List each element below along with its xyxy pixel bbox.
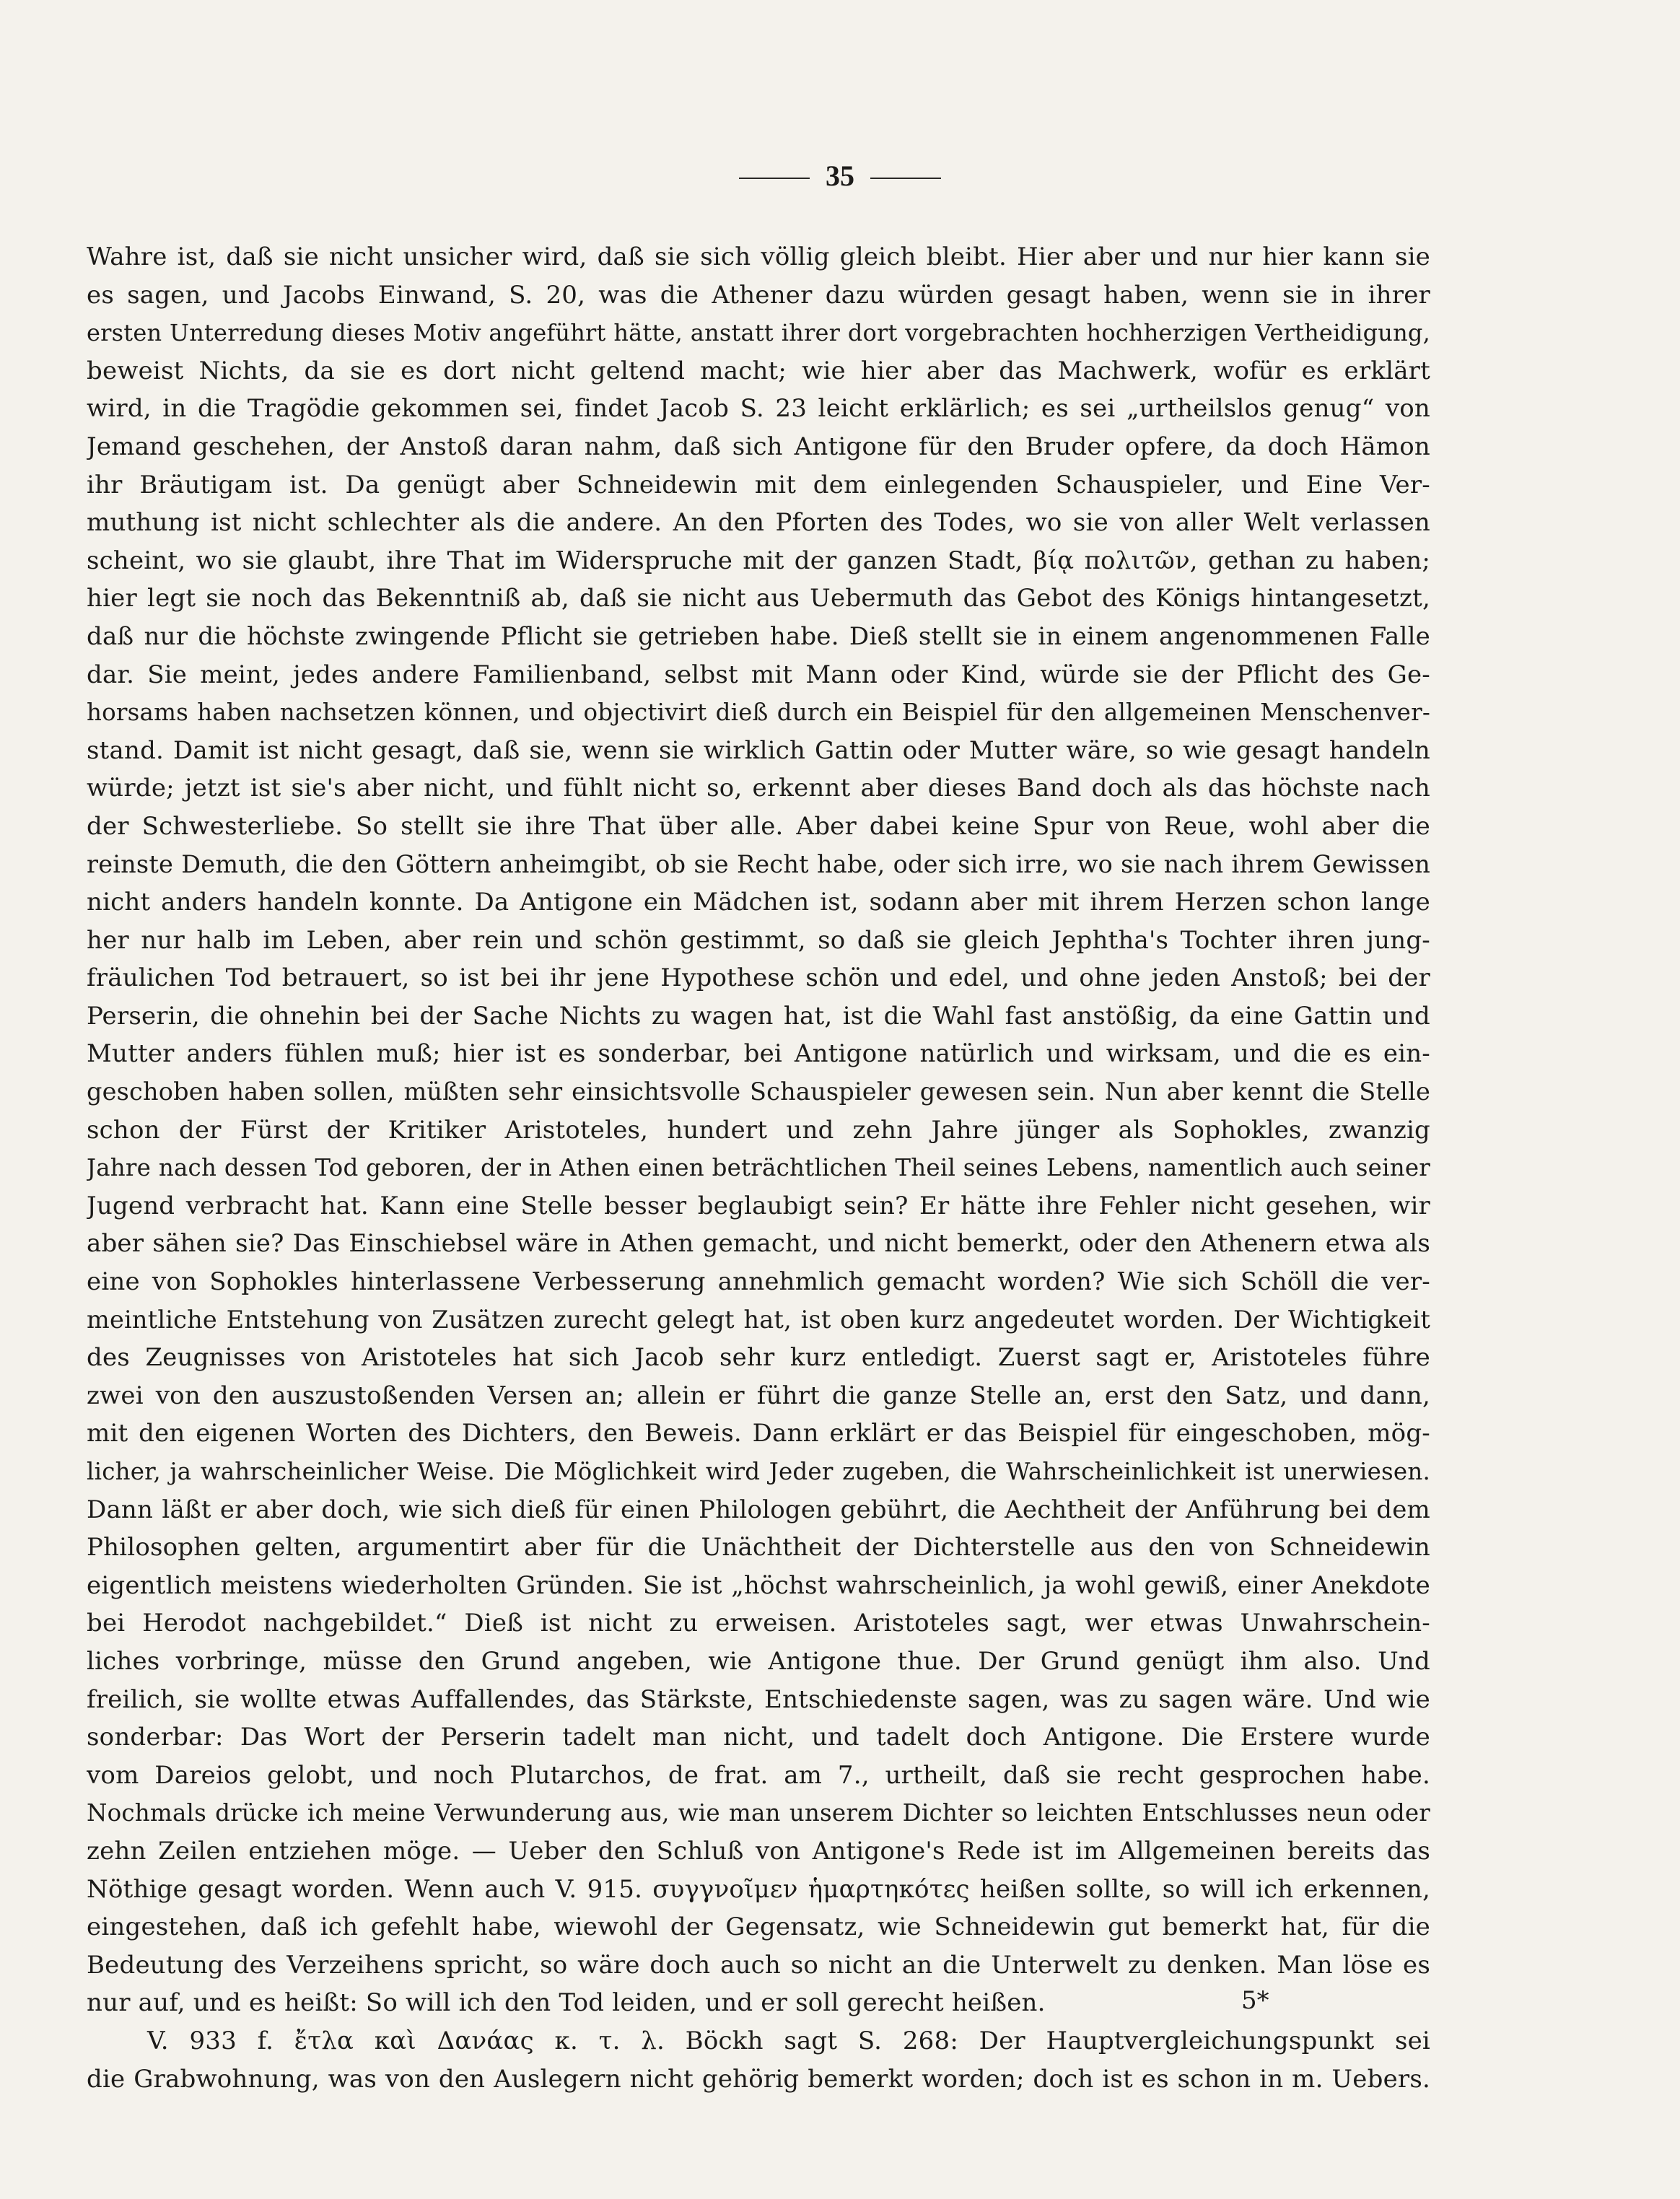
signature-mark: 5*	[1241, 1986, 1269, 2015]
text-line: wird, in die Tragödie gekommen sei, findet Jacob S. 23 leicht erklärlich; es sei „urtheilslos genug“ von	[87, 394, 1430, 424]
text-line: Mutter anders fühlen muß; hier ist es sonderbar, bei Antigone natürlich und wirksam, und die es ein-	[87, 1039, 1430, 1069]
text-line: zwei von den auszustoßenden Versen an; allein er führt die ganze Stelle an, erst den Satz, und dann,	[87, 1381, 1430, 1410]
text-line: mit den eigenen Worten des Dichters, den Beweis. Dann erklärt er das Beispiel für eingeschoben, mög-	[87, 1419, 1430, 1448]
text-line: schon der Fürst der Kritiker Aristoteles, hundert und zehn Jahre jünger als Sophokles, zwanzig	[87, 1115, 1430, 1145]
text-line: reinste Demuth, die den Göttern anheimgibt, ob sie Recht habe, oder sich irre, wo sie nach ihrem Gewissen	[87, 849, 1430, 878]
text-line: des Zeugnisses von Aristoteles hat sich Jacob sehr kurz entledigt. Zuerst sagt er, Aristoteles führe	[87, 1343, 1430, 1373]
text-line: meintliche Entstehung von Zusätzen zurecht gelegt hat, ist oben kurz angedeutet worden. Der Wichtigkeit	[87, 1305, 1430, 1334]
text-line: geschoben haben sollen, müßten sehr einsichtsvolle Schauspieler gewesen sein. Nun aber kennt die Stelle	[87, 1077, 1430, 1106]
text-line: nicht anders handeln konnte. Da Antigone ein Mädchen ist, sodann aber mit ihrem Herzen schon lange	[87, 888, 1430, 917]
text-line: vom Dareios gelobt, und noch Plutarchos, de frat. am 7., urtheilt, daß sie recht gesprochen habe.	[87, 1760, 1430, 1790]
text-line: licher, ja wahrscheinlicher Weise. Die Möglichkeit wird Jeder zugeben, die Wahrscheinlichkeit ist unerwiesen.	[87, 1458, 1430, 1485]
text-line: hier legt sie noch das Bekenntniß ab, daß sie nicht aus Uebermuth das Gebot des Königs hintangesetzt,	[87, 584, 1430, 613]
header-rule-left	[739, 178, 810, 179]
text-line: scheint, wo sie glaubt, ihre That im Widerspruche mit der ganzen Stadt, βίᾳ πολιτῶν, gethan zu haben;	[87, 546, 1430, 575]
header-rule-right	[870, 178, 941, 179]
text-line: Jahre nach dessen Tod geboren, der in Athen einen beträchtlichen Theil seines Lebens, namentlich auch seiner	[87, 1154, 1430, 1182]
text-line: ihr Bräutigam ist. Da genügt aber Schneidewin mit dem einlegenden Schauspieler, und Eine Ver-	[87, 470, 1430, 499]
text-line: eingestehen, daß ich gefehlt habe, wiewohl der Gegensatz, wie Schneidewin gut bemerkt hat, für die	[87, 1912, 1430, 1942]
text-line: her nur halb im Leben, aber rein und schön gestimmt, so daß sie gleich Jephtha's Tochter ihren jung-	[87, 925, 1430, 955]
text-line: horsams haben nachsetzen können, und objectivirt dieß durch ein Beispiel für den allgemeinen Menschenver-	[87, 699, 1430, 727]
text-line: der Schwesterliebe. So stellt sie ihre That über alle. Aber dabei keine Spur von Reue, wohl aber die	[87, 811, 1430, 841]
text-line: Jemand geschehen, der Anstoß daran nahm, daß sich Antigone für den Bruder opfere, da doch Hämon	[87, 432, 1430, 461]
page-header	[0, 156, 1680, 196]
text-line: Wahre ist, daß sie nicht unsicher wird, daß sie sich völlig gleich bleibt. Hier aber und nur hier kann sie	[87, 242, 1430, 271]
text-line: Dann läßt er aber doch, wie sich dieß für einen Philologen gebührt, die Aechtheit der Anführung bei dem	[87, 1495, 1430, 1524]
text-line: Philosophen gelten, argumentirt aber für die Unächtheit der Dichterstelle aus den von Schneidewin	[87, 1533, 1430, 1562]
text-line: würde; jetzt ist sie's aber nicht, und fühlt nicht so, erkennt aber dieses Band doch als das höchste nach	[87, 774, 1430, 803]
text-line: beweist Nichts, da sie es dort nicht geltend macht; wie hier aber das Machwerk, wofür es erklärt	[87, 356, 1430, 385]
text-line: daß nur die höchste zwingende Pflicht sie getrieben habe. Dieß stellt sie in einem angenommenen Falle	[87, 621, 1430, 651]
text-line: Perserin, die ohnehin bei der Sache Nichts zu wagen hat, ist die Wahl fast anstößig, da eine Gattin und	[87, 1001, 1430, 1031]
text-line: fräulichen Tod betrauert, so ist bei ihr jene Hypothese schön und edel, und ohne jeden Anstoß; bei der	[87, 963, 1430, 993]
text-line: dar. Sie meint, jedes andere Familienband, selbst mit Mann oder Kind, würde sie der Pflicht des Ge-	[87, 660, 1430, 689]
text-line: die Grabwohnung, was von den Auslegern nicht gehörig bemerkt worden; doch ist es schon in m. Uebers.	[87, 2064, 1430, 2094]
text-line: V. 933 f. ἔτλα καὶ Δανάας κ. τ. λ. Böckh sagt S. 268: Der Hauptvergleichungspunkt sei	[147, 2026, 1430, 2055]
text-line: stand. Damit ist nicht gesagt, daß sie, wenn sie wirklich Gattin oder Mutter wäre, so wie gesagt handeln	[87, 735, 1430, 765]
text-line: aber sähen sie? Das Einschiebsel wäre in Athen gemacht, und nicht bemerkt, oder den Athenern etwa als	[87, 1229, 1430, 1259]
page-number: 35	[826, 159, 854, 192]
text-line: nur auf, und es heißt: So will ich den Tod leiden, und er soll gerecht heißen.	[87, 1988, 1046, 2018]
text-line: Nöthige gesagt worden. Wenn auch V. 915. συγγνοῖμεν ἡμαρτηκότες heißen sollte, so will ich erkennen,	[87, 1874, 1430, 1904]
text-line: eigentlich meistens wiederholten Gründen. Sie ist „höchst wahrscheinlich, ja wohl gewiß, einer Anekdote	[87, 1570, 1430, 1600]
text-line: zehn Zeilen entziehen möge. — Ueber den Schluß von Antigone's Rede ist im Allgemeinen bereits das	[87, 1836, 1430, 1866]
text-line: liches vorbringe, müsse den Grund angeben, wie Antigone thue. Der Grund genügt ihm also. Und	[87, 1646, 1430, 1676]
text-line: sonderbar: Das Wort der Perserin tadelt man nicht, und tadelt doch Antigone. Die Erstere wurde	[87, 1723, 1430, 1752]
text-line: bei Herodot nachgebildet.“ Dieß ist nicht zu erweisen. Aristoteles sagt, wer etwas Unwahrschein-	[87, 1609, 1430, 1638]
body-text	[87, 238, 1430, 2098]
text-line: Nochmals drücke ich meine Verwunderung aus, wie man unserem Dichter so leichten Entschlusses neun oder	[87, 1799, 1430, 1827]
text-line: freilich, sie wollte etwas Auffallendes, das Stärkste, Entschiedenste sagen, was zu sagen wäre. Und wie	[87, 1684, 1430, 1714]
text-line: ersten Unterredung dieses Motiv angeführt hätte, anstatt ihrer dort vorgebrachten hochherzigen Vertheidigung,	[87, 319, 1430, 347]
text-line: muthung ist nicht schlechter als die andere. An den Pforten des Todes, wo sie von aller Welt verlassen	[87, 508, 1430, 538]
text-line: es sagen, und Jacobs Einwand, S. 20, was die Athener dazu würden gesagt haben, wenn sie in ihrer	[87, 280, 1430, 310]
text-line: eine von Sophokles hinterlassene Verbesserung annehmlich gemacht worden? Wie sich Schöll die ver-	[87, 1267, 1430, 1297]
text-line: Jugend verbracht hat. Kann eine Stelle besser beglaubigt sein? Er hätte ihre Fehler nicht gesehen, wir	[87, 1191, 1430, 1220]
text-line: Bedeutung des Verzeihens spricht, so wäre doch auch so nicht an die Unterwelt zu denken. Man löse es	[87, 1950, 1430, 1980]
